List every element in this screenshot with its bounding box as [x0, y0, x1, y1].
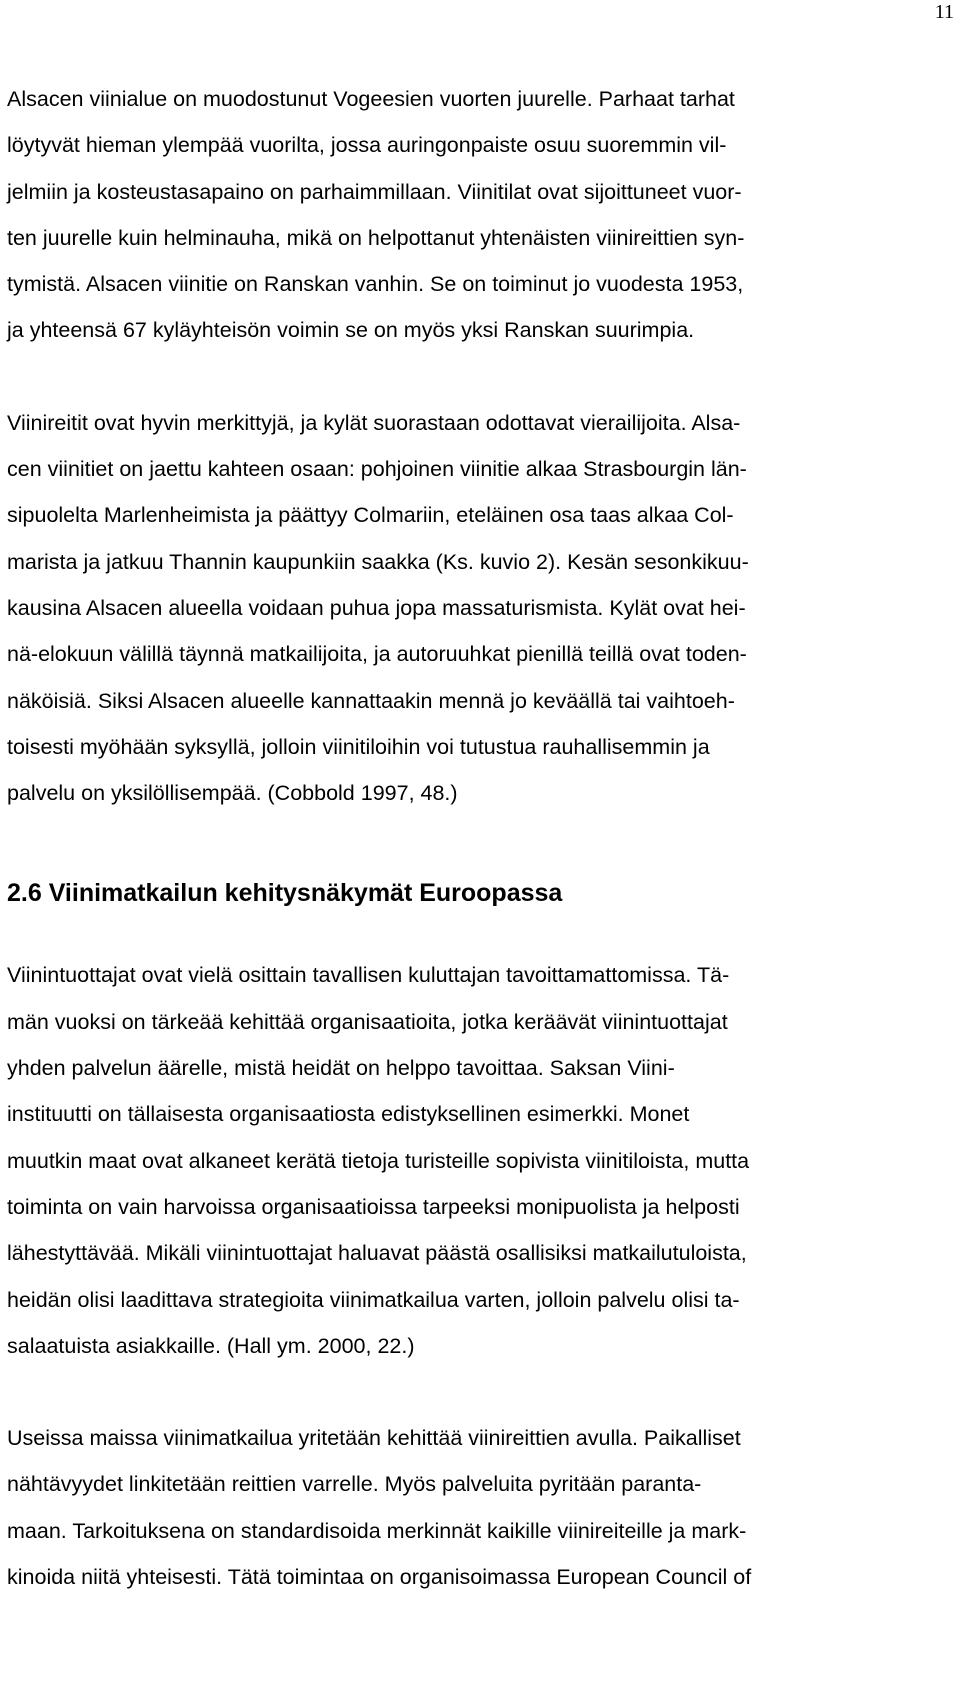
text-line: yhden palvelun äärelle, mistä heidät on helppo tavoittaa. Saksan Viini- [7, 1056, 675, 1081]
paragraph-gap [7, 816, 907, 862]
text-line: lähestyttävää. Mikäli viinintuottajat haluavat päästä osallisiksi matkailutuloista, [7, 1241, 747, 1266]
paragraph-gap [7, 1369, 907, 1415]
paragraph-wine-tourism-routes [7, 1415, 907, 1600]
text-line: kausina Alsacen alueella voidaan puhua jopa massaturismista. Kylät ovat hei- [7, 595, 746, 620]
paragraph-wine-producers [7, 952, 907, 1369]
section-heading: 2.6 Viinimatkailun kehitysnäkymät Euroopassa [7, 879, 563, 908]
text-line: cen viinitiet on jaettu kahteen osaan: pohjoinen viinitie alkaa Strasbourgin län- [7, 457, 747, 482]
text-line: ten juurelle kuin helminauha, mikä on helpottanut yhtenäisten viinireittien syn- [7, 225, 745, 250]
text-line: kinoida niitä yhteisesti. Tätä toimintaa on organisoimassa European Council of [7, 1565, 752, 1590]
text-line: nähtävyydet linkitetään reittien varrelle. Myös palveluita pyritään paranta- [7, 1472, 702, 1497]
paragraph-gap [7, 354, 907, 400]
text-line: toisesti myöhään syksyllä, jolloin viinitiloihin voi tutustua rauhallisemmin ja [7, 734, 710, 759]
text-line: män vuoksi on tärkeää kehittää organisaatioita, jotka keräävät viinintuottajat [7, 1009, 728, 1034]
text-line: toiminta on vain harvoissa organisaatioissa tarpeeksi monipuolista ja helposti [7, 1194, 740, 1219]
text-line: Viinireitit ovat hyvin merkittyjä, ja kylät suorastaan odottavat vierailijoita. Alsa- [7, 410, 741, 435]
text-line: salaatuista asiakkaille. (Hall ym. 2000, 22.) [7, 1333, 415, 1358]
text-line: instituutti on tällaisesta organisaatiosta edistyksellinen esimerkki. Monet [7, 1102, 690, 1127]
text-line: jelmiin ja kosteustasapaino on parhaimmillaan. Viinitilat ovat sijoittuneet vuor- [7, 179, 742, 204]
text-line: sipuolelta Marlenheimista ja päättyy Colmariin, eteläinen osa taas alkaa Col- [7, 503, 734, 528]
text-line: marista ja jatkuu Thannin kaupunkiin saakka (Ks. kuvio 2). Kesän sesonkikuu- [7, 549, 749, 574]
text-line: maan. Tarkoituksena on standardisoida merkinnät kaikille viinireiteille ja mark- [7, 1518, 747, 1543]
text-line: nä-elokuun välillä täynnä matkailijoita, ja autoruuhkat pienillä teillä ovat toden- [7, 642, 747, 667]
page-number: 11 [934, 1, 954, 23]
text-line: näköisiä. Siksi Alsacen alueelle kannattaakin mennä jo keväällä tai vaihtoeh- [7, 688, 735, 713]
text-line: tymistä. Alsacen viinitie on Ranskan vanhin. Se on toiminut jo vuodesta 1953, [7, 272, 744, 297]
document-body [7, 76, 907, 1600]
paragraph-wine-routes [7, 400, 907, 817]
text-line: löytyvät hieman ylempää vuorilta, jossa auringonpaiste osuu suoremmin vil- [7, 133, 727, 158]
text-line: ja yhteensä 67 kyläyhteisön voimin se on myös yksi Ranskan suurimpia. [7, 318, 695, 343]
text-line: Alsacen viinialue on muodostunut Vogeesien vuorten juurelle. Parhaat tarhat [7, 87, 735, 111]
text-line: Viinintuottajat ovat vielä osittain tavallisen kuluttajan tavoittamattomissa. Tä- [7, 963, 730, 988]
text-line: heidän olisi laadittava strategioita viinimatkailua varten, jolloin palvelu olisi ta- [7, 1287, 740, 1312]
paragraph-alsace-wine-region [7, 76, 907, 354]
text-line: palvelu on yksilöllisempää. (Cobbold 1997, 48.) [7, 781, 458, 806]
text-line: muutkin maat ovat alkaneet kerätä tietoja turisteille sopivista viinitiloista, mutta [7, 1148, 750, 1173]
text-line: Useissa maissa viinimatkailua yritetään kehittää viinireittien avulla. Paikalliset [7, 1426, 741, 1451]
